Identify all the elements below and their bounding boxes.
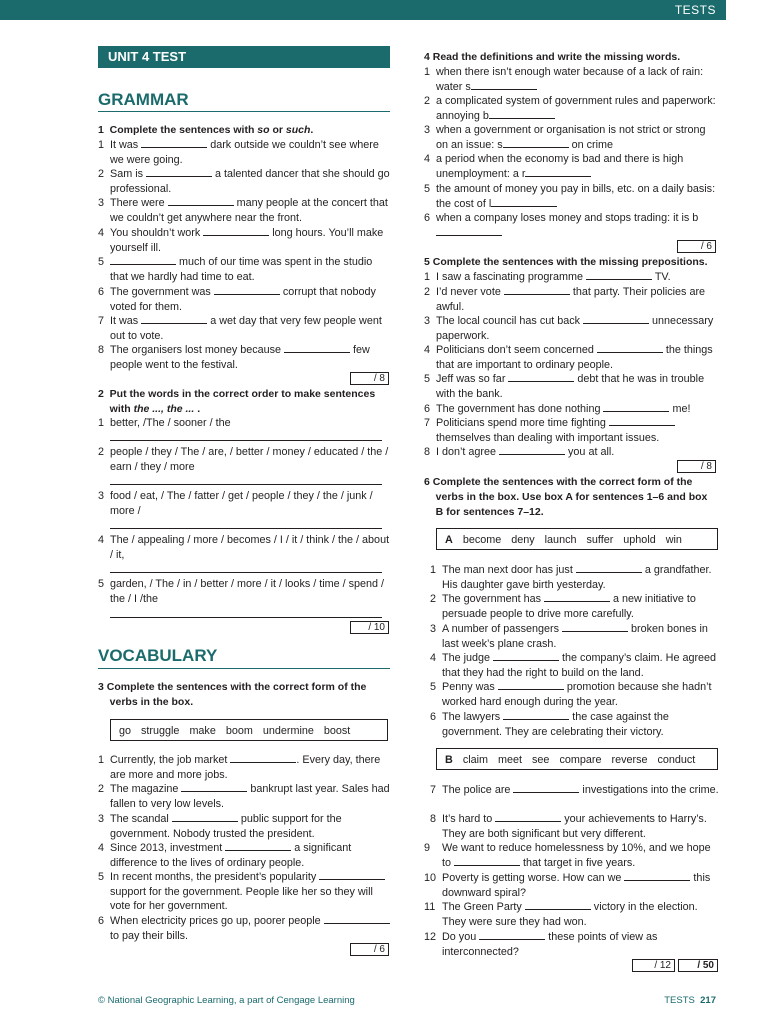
vocabulary-rule	[98, 668, 390, 669]
ex2-score: / 10	[350, 621, 389, 634]
answer-blank[interactable]	[576, 563, 642, 573]
ex1-score: / 8	[350, 372, 389, 385]
answer-blank[interactable]	[503, 710, 569, 720]
list-item: 12 Do you these points of view as interconnected?	[424, 931, 658, 958]
list-item: 2 I’d never vote that party. Their policies are awful.	[424, 286, 706, 313]
page-number: 217	[700, 995, 716, 1006]
answer-blank[interactable]	[624, 871, 690, 881]
ex6-box-a: A become deny launch suffer uphold win	[436, 528, 718, 550]
answer-blank[interactable]	[583, 314, 649, 324]
total-score: / 50	[678, 959, 718, 972]
list-item: 3 when a government or organisation is not strict or strong on an issue: s on crime	[424, 124, 706, 151]
list-item: 8 It’s hard to your achievements to Harry’s. They are both significant but very different.	[430, 813, 707, 840]
answer-blank[interactable]	[495, 812, 561, 822]
answer-blank[interactable]	[203, 226, 269, 236]
list-item: 7 It was a wet day that very few people went out to vote.	[98, 315, 382, 342]
list-item: 4 Since 2013, investment a significant difference to the lives of ordinary people.	[98, 842, 352, 869]
answer-blank[interactable]	[284, 343, 350, 353]
ex4-instruction: 4 Read the definitions and write the missing words.	[424, 51, 681, 63]
answer-line[interactable]	[110, 528, 382, 529]
list-item: 2 The magazine bankrupt last year. Sales had fallen to very low levels.	[98, 783, 390, 810]
answer-blank[interactable]	[544, 592, 610, 602]
ex6-score: / 12	[632, 959, 675, 972]
answer-blank[interactable]	[146, 167, 212, 177]
ex6-box-b: B claim meet see compare reverse conduct	[436, 748, 718, 770]
answer-blank[interactable]	[491, 197, 557, 207]
list-item: 1 I saw a fascinating programme TV.	[424, 271, 671, 283]
list-item: 8 I don’t agree you at all.	[424, 446, 615, 458]
list-item: 2 people / they / The / are, / better / money / educated / the / earn / they / more	[98, 446, 389, 473]
answer-blank[interactable]	[225, 841, 291, 851]
answer-blank[interactable]	[110, 255, 176, 265]
list-item: 6 The government has done nothing me!	[424, 403, 691, 415]
list-item: 6 When electricity prices go up, poorer people to pay their bills.	[98, 914, 390, 943]
answer-blank[interactable]	[489, 109, 555, 119]
answer-blank[interactable]	[181, 782, 247, 792]
list-item: 7 The police are investigations into the crime.	[430, 784, 719, 796]
answer-blank[interactable]	[214, 285, 280, 295]
answer-blank[interactable]	[586, 270, 652, 280]
list-item: 4 The / appealing / more / becomes / I / it / think / the / about / it,	[98, 534, 390, 561]
answer-blank[interactable]	[508, 372, 574, 382]
list-item: 5 Penny was promotion because she hadn’t worked hard enough during the year.	[430, 681, 712, 708]
answer-blank[interactable]	[141, 138, 207, 148]
vocabulary-heading: VOCABULARY	[98, 646, 218, 665]
list-item: 3 The scandal public support for the government. Nobody trusted the president.	[98, 813, 342, 840]
list-item: 5 much of our time was spent in the studio that we hardly had time to eat.	[98, 256, 373, 283]
answer-blank[interactable]	[493, 651, 559, 661]
answer-blank[interactable]	[436, 226, 502, 236]
answer-blank[interactable]	[609, 416, 675, 426]
list-item: 11 The Green Party victory in the election. They were sure they had won.	[424, 901, 698, 928]
ex1-instruction: 1 Complete the sentences with so or such.	[98, 124, 314, 136]
answer-line[interactable]	[110, 484, 382, 485]
ex3-score: / 6	[350, 943, 389, 956]
list-item: 6 The government was corrupt that nobody voted for them.	[98, 286, 376, 313]
answer-blank[interactable]	[562, 622, 628, 632]
grammar-rule	[98, 111, 390, 112]
answer-blank[interactable]	[324, 914, 390, 924]
list-item: 3 food / eat, / The / fatter / get / people / they / the / junk / more /	[98, 490, 373, 517]
answer-line[interactable]	[110, 617, 382, 618]
ex6-instruction: 6 Complete the sentences with the correct form of the verbs in the box. Use box A for sentences 1–6 and box B for sentences 7–12.	[424, 476, 708, 518]
ex2-instruction: 2 Put the words in the correct order to make sentences with the ..., the ... .	[98, 388, 376, 415]
answer-blank[interactable]	[168, 196, 234, 206]
answer-blank[interactable]	[603, 402, 669, 412]
list-item: 3 The local council has cut back unnecessary paperwork.	[424, 315, 714, 342]
answer-blank[interactable]	[471, 80, 537, 90]
answer-blank[interactable]	[172, 812, 238, 822]
list-item: 3 A number of passengers broken bones in last week’s plane crash.	[430, 623, 708, 650]
answer-blank[interactable]	[141, 314, 207, 324]
ex3-word-box: go struggle make boom undermine boost	[110, 719, 388, 741]
answer-blank[interactable]	[503, 138, 569, 148]
ex4-score: / 6	[677, 240, 716, 253]
answer-blank[interactable]	[597, 343, 663, 353]
answer-blank[interactable]	[319, 870, 385, 880]
answer-blank[interactable]	[479, 930, 545, 940]
answer-blank[interactable]	[454, 856, 520, 866]
page-footer: TESTS 217	[664, 995, 716, 1006]
list-item: 4 Politicians don’t seem concerned the things that are important to ordinary people.	[424, 344, 713, 371]
list-item: 1 better, /The / sooner / the	[98, 417, 231, 429]
section-label: TESTS	[674, 3, 716, 17]
copyright: © National Geographic Learning, a part of Cengage Learning	[98, 995, 355, 1006]
answer-line[interactable]	[110, 572, 382, 573]
answer-line[interactable]	[110, 440, 382, 441]
answer-blank[interactable]	[525, 167, 591, 177]
answer-blank[interactable]	[513, 783, 579, 793]
ex5-score: / 8	[677, 460, 716, 473]
list-item: 1 Currently, the job market . Every day, there are more and more jobs.	[98, 754, 381, 781]
list-item: 6 when a company loses money and stops trading: it is b	[424, 211, 719, 240]
list-item: 8 The organisers lost money because few people went to the festival.	[98, 344, 370, 371]
list-item: 4 The judge the company’s claim. He agreed that they had the right to build on the land.	[430, 652, 717, 679]
answer-blank[interactable]	[525, 900, 591, 910]
ex5-instruction: 5 Complete the sentences with the missing prepositions.	[424, 256, 708, 268]
list-item: 10 Poverty is getting worse. How can we this downward spiral?	[424, 872, 711, 899]
answer-blank[interactable]	[498, 680, 564, 690]
list-item: 3 There were many people at the concert that we couldn’t get anywhere near the front.	[98, 197, 388, 224]
list-item: 5 In recent months, the president’s popularity support for the government. People like her so they will vote for her government.	[98, 870, 390, 914]
list-item: 6 The lawyers the case against the government. They are celebrating their victory.	[430, 711, 669, 738]
grammar-heading: GRAMMAR	[98, 90, 189, 109]
answer-blank[interactable]	[230, 753, 296, 763]
unit-title: UNIT 4 TEST	[98, 46, 390, 68]
list-item: 2 a complicated system of government rules and paperwork: annoying b	[424, 95, 716, 122]
list-item: 1 The man next door has just a grandfather. His daughter gave birth yesterday.	[430, 564, 712, 591]
list-item: 5 the amount of money you pay in bills, etc. on a daily basis: the cost of l	[424, 183, 716, 210]
list-item: 2 Sam is a talented dancer that she should go professional.	[98, 168, 390, 195]
list-item: 9 We want to reduce homelessness by 10%, and we hope to that target in five years.	[424, 842, 711, 869]
top-bar	[0, 0, 726, 20]
list-item: 1 when there isn’t enough water because of a lack of rain: water s	[424, 66, 704, 93]
list-item: 1 It was dark outside we couldn’t see where we were going.	[98, 139, 379, 166]
list-item: 7 Politicians spend more time fighting themselves than dealing with important issues.	[424, 416, 719, 445]
list-item: 2 The government has a new initiative to persuade people to drive more carefully.	[430, 593, 696, 620]
ex3-instruction: 3 Complete the sentences with the correct form of the verbs in the box.	[98, 681, 367, 708]
list-item: 4 a period when the economy is bad and there is high unemployment: a r	[424, 153, 684, 180]
answer-blank[interactable]	[504, 285, 570, 295]
list-item: 4 You shouldn’t work long hours. You’ll make yourself ill.	[98, 227, 384, 254]
answer-blank[interactable]	[499, 445, 565, 455]
list-item: 5 garden, / The / in / better / more / it / looks / time / spend / the / I /the	[98, 578, 385, 605]
list-item: 5 Jeff was so far debt that he was in trouble with the bank.	[424, 373, 705, 400]
